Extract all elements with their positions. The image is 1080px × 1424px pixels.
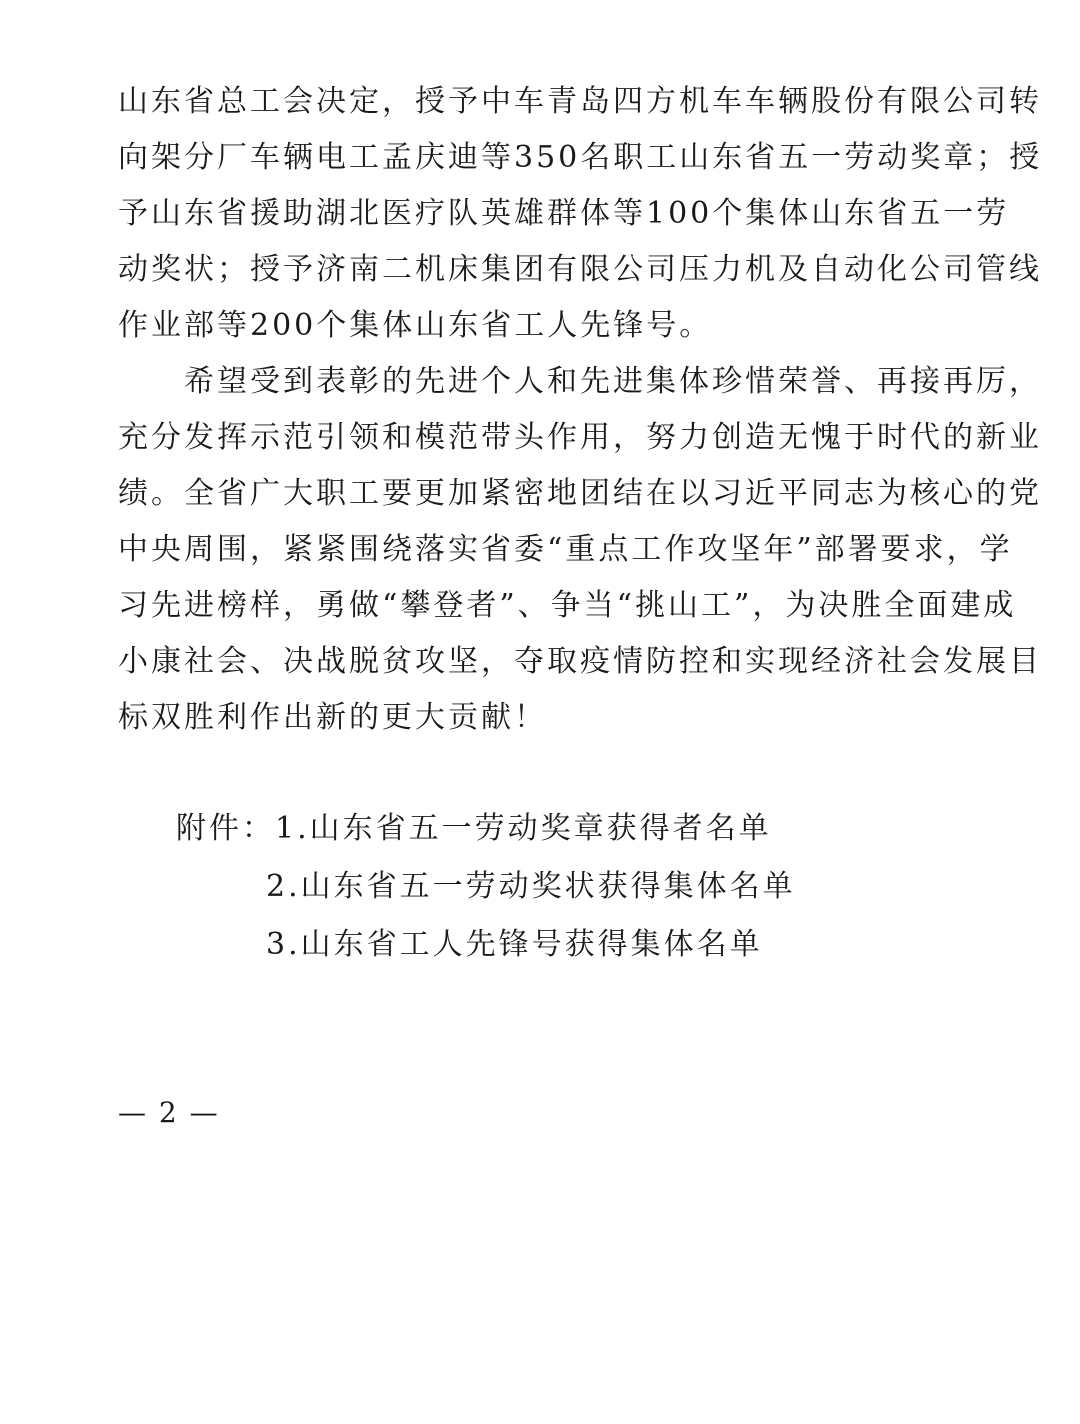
text-line: 作业部等200个集体山东省工人先锋号。 [118, 308, 713, 343]
text-line: 标双胜利作出新的更大贡献！ [118, 700, 547, 735]
text-line: 习先进榜样，勇做“攀登者”、争当“挑山工”，为决胜全面建成 [118, 588, 1017, 623]
text-line: 绩。全省广大职工要更加紧密地团结在以习近平同志为核心的党 [118, 476, 1042, 511]
attachments-label: 附件： [176, 811, 275, 846]
text-line: 予山东省援助湖北医疗队英雄群体等100个集体山东省五一劳 [118, 196, 1010, 231]
attachment-item-3 [176, 916, 876, 974]
paragraph-award-decision [118, 74, 1043, 354]
text-line: 希望受到表彰的先进个人和先进集体珍惜荣誉、再接再厉， [118, 364, 1042, 399]
page-number: — 2 — [118, 1096, 220, 1129]
text-line: 山东省总工会决定，授予中车青岛四方机车车辆股份有限公司转 [118, 84, 1042, 119]
document-body [118, 74, 1043, 746]
text-line: 充分发挥示范引领和模范带头作用，努力创造无愧于时代的新业 [118, 420, 1042, 455]
text-line: 动奖状；授予济南二机床集团有限公司压力机及自动化公司管线 [118, 252, 1042, 287]
text-line: 中央周围，紧紧围绕落实省委“重点工作攻坚年”部署要求，学 [118, 532, 1013, 567]
paragraph-hopes [118, 354, 1042, 746]
attachment-item-text: 2.山东省五一劳动奖状获得集体名单 [266, 869, 796, 904]
text-line: 小康社会、决战脱贫攻坚，夺取疫情防控和实现经济社会发展目 [118, 644, 1042, 679]
attachment-item-text: 3.山东省工人先锋号获得集体名单 [266, 927, 763, 962]
attachments-list [176, 800, 876, 974]
attachment-item-text: 1.山东省五一劳动奖章获得者名单 [275, 811, 772, 846]
attachment-item-1 [176, 800, 876, 858]
attachment-item-2 [176, 858, 876, 916]
text-line: 向架分厂车辆电工孟庆迪等350名职工山东省五一劳动奖章；授 [118, 140, 1043, 175]
